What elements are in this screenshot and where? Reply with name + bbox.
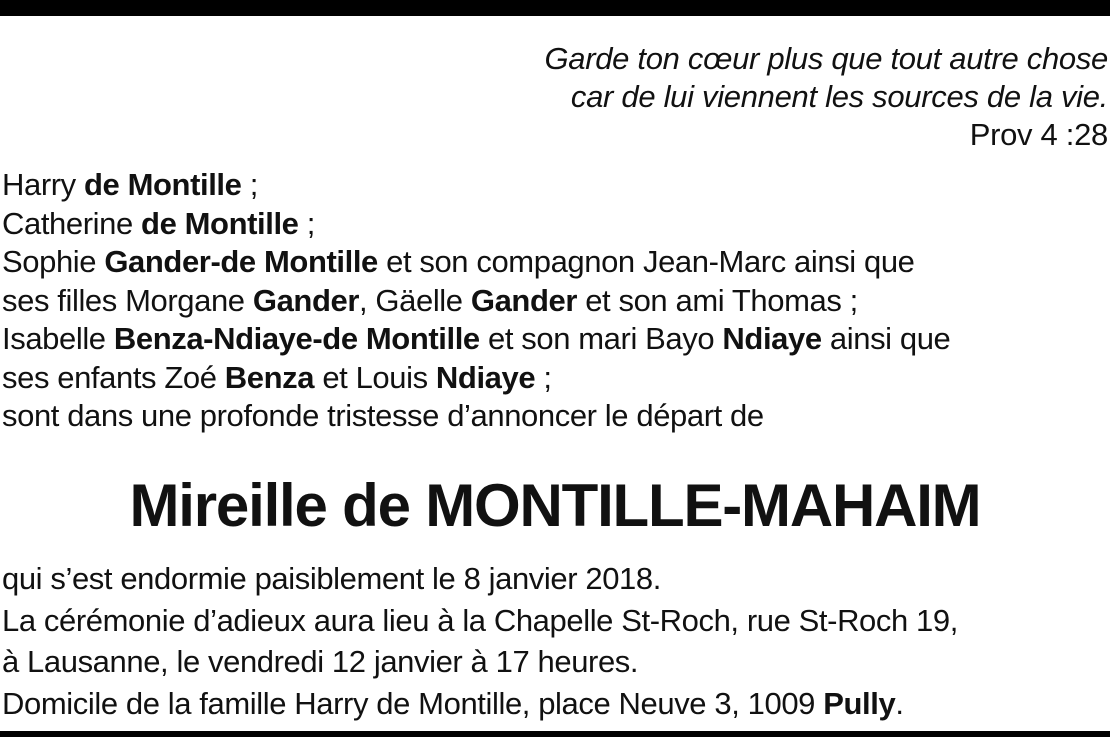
epigraph-line-1: Garde ton cœur plus que tout autre chose	[544, 41, 1108, 76]
details-line-4	[2, 683, 1108, 725]
family-line-3	[2, 243, 1108, 282]
family-line-5	[2, 320, 1108, 359]
surname: de Montille	[84, 167, 242, 202]
announcement-line: sont dans une profonde tristesse d’annoncer le départ de	[2, 398, 764, 433]
text: ;	[535, 359, 552, 395]
first-name: Catherine	[2, 205, 142, 241]
text: ;	[241, 167, 258, 202]
first-name: Harry	[2, 167, 84, 202]
text: .	[895, 685, 904, 721]
text: ses filles Morgane	[2, 282, 253, 318]
town: Pully	[823, 685, 896, 721]
text: ses enfants Zoé	[2, 359, 225, 395]
bottom-rule	[0, 731, 1110, 737]
epigraph-reference: Prov 4 :28	[969, 117, 1108, 152]
details-line-1: qui s’est endormie paisiblement le 8 janvier 2018.	[2, 561, 661, 596]
text: et Louis	[314, 359, 436, 395]
text: et son mari Bayo	[479, 321, 723, 356]
family-list	[2, 166, 1108, 436]
epigraph	[544, 40, 1108, 154]
surname: Gander	[470, 282, 577, 318]
details-line-3: à Lausanne, le vendredi 12 janvier à 17 heures.	[2, 644, 639, 679]
first-name: Sophie	[2, 244, 105, 279]
family-line-4	[2, 282, 1108, 321]
surname: Gander	[252, 282, 359, 318]
deceased-name: Mireille de MONTILLE-MAHAIM	[129, 472, 981, 539]
text: ainsi que	[821, 321, 951, 356]
family-line-6	[2, 359, 1108, 398]
surname: Benza-Ndiaye-de Montille	[113, 321, 480, 356]
epigraph-line-2: car de lui viennent les sources de la vie.	[570, 79, 1108, 114]
top-rule	[0, 0, 1110, 16]
text: et son ami Thomas ;	[577, 282, 858, 318]
text: ;	[298, 205, 315, 241]
family-line-2	[2, 205, 1108, 244]
first-name: Isabelle	[2, 321, 114, 356]
surname: Ndiaye	[722, 321, 822, 356]
ceremony-details	[2, 558, 1108, 724]
details-line-2: La cérémonie d’adieux aura lieu à la Chapelle St-Roch, rue St-Roch 19,	[2, 602, 958, 638]
text: Domicile de la famille Harry de Montille, place Neuve 3, 1009	[2, 685, 824, 721]
text: , Gäelle	[359, 282, 471, 318]
surname: Gander-de Montille	[104, 244, 378, 279]
surname: de Montille	[141, 205, 299, 241]
surname: Benza	[224, 359, 315, 395]
family-line-1	[2, 166, 1108, 205]
text: et son compagnon Jean-Marc ainsi que	[377, 244, 915, 279]
surname: Ndiaye	[435, 359, 536, 395]
